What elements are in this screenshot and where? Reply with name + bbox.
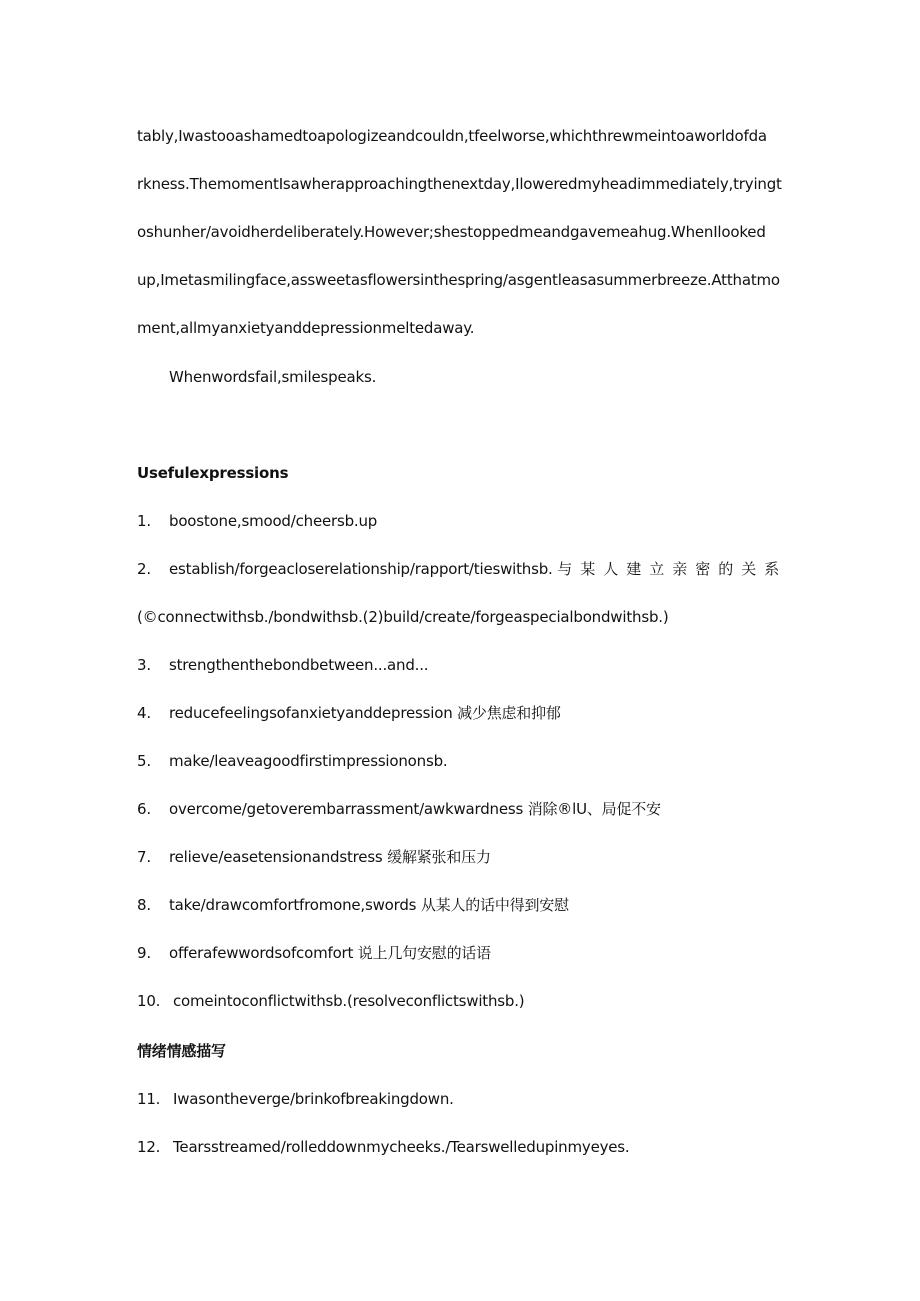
item-number: 1. — [137, 512, 151, 530]
item-chinese: 说上几句安慰的话语 — [357, 944, 491, 962]
list-item — [137, 1137, 787, 1157]
item-number: 6. — [137, 800, 151, 818]
closing-sentence: Whenwordsfail,smilespeaks. — [169, 368, 377, 386]
item-number: 4. — [137, 704, 151, 722]
item-text: Tearsstreamed/rolleddownmycheeks./Tearswelledupinmyeyes. — [173, 1138, 630, 1156]
list-item — [137, 751, 787, 771]
paragraph-line-4: up,Imetasmilingface,assweetasflowersinthespring/asgentleasasummerbreeze.Atthatmo — [137, 271, 780, 289]
item-number: 5. — [137, 752, 151, 770]
item-text: (©connectwithsb./bondwithsb.(2)build/create/forgeaspecialbondwithsb.) — [137, 608, 669, 626]
list-item — [137, 799, 787, 819]
useful-expressions-heading: Usefulexpressions — [137, 464, 289, 482]
item-text: make/leaveagoodfirstimpressiononsb. — [169, 752, 448, 770]
list-item — [137, 1089, 787, 1109]
list-item — [137, 847, 787, 867]
item-text: Iwasontheverge/brinkofbreakingdown. — [173, 1090, 454, 1108]
item-number: 8. — [137, 896, 151, 914]
item-text: comeintoconflictwithsb.(resolveconflictswithsb.) — [173, 992, 525, 1010]
item-text: reducefeelingsofanxietyanddepression — [169, 704, 453, 722]
item-number: 2. — [137, 560, 151, 578]
paragraph-line-3: oshunher/avoidherdeliberately.However;shestoppedmeandgavemeahug.WhenIlooked — [137, 223, 766, 241]
list-item — [137, 559, 787, 579]
list-item — [137, 511, 787, 531]
list-item — [137, 943, 787, 963]
item-chinese: 缓解紧张和压力 — [387, 848, 491, 866]
item-number: 10. — [137, 992, 161, 1010]
item-number: 3. — [137, 656, 151, 674]
item-number: 11. — [137, 1090, 161, 1108]
paragraph-line-5: ment,allmyanxietyanddepressionmeltedaway. — [137, 319, 475, 337]
item-chinese: 减少焦虑和抑郁 — [457, 704, 561, 722]
item-text: overcome/getoverembarrassment/awkwardness — [169, 800, 524, 818]
emotion-section-heading: 情绪情感描写 — [137, 1042, 226, 1060]
item-chinese: 消除®lU、局促不安 — [527, 800, 661, 818]
item-text: establish/forgeacloserelationship/rapport/tieswithsb. — [169, 560, 553, 578]
list-item — [137, 655, 787, 675]
item-text: relieve/easetensionandstress — [169, 848, 383, 866]
item-number: 7. — [137, 848, 151, 866]
item-number: 12. — [137, 1138, 161, 1156]
paragraph-line-2: rkness.ThemomentIsawherapproachingthenextday,Iloweredmyheadimmediately,tryingt — [137, 175, 782, 193]
item-text: take/drawcomfortfromone,swords — [169, 896, 417, 914]
list-item — [137, 895, 787, 915]
item-chinese: 从某人的话中得到安慰 — [420, 896, 569, 914]
item-text: strengthenthebondbetween...and... — [169, 656, 429, 674]
list-item-continuation — [137, 607, 787, 627]
item-text: offerafewwordsofcomfort — [169, 944, 354, 962]
item-chinese: 与某人建立亲密的关系 — [557, 560, 788, 578]
list-item — [137, 991, 787, 1011]
list-item — [137, 703, 787, 723]
item-number: 9. — [137, 944, 151, 962]
paragraph-line-1: tably,Iwastooashamedtoapologizeandcouldn,tfeelworse,whichthrewmeintoaworldofda — [137, 127, 767, 145]
item-text: boostone,smood/cheersb.up — [169, 512, 378, 530]
